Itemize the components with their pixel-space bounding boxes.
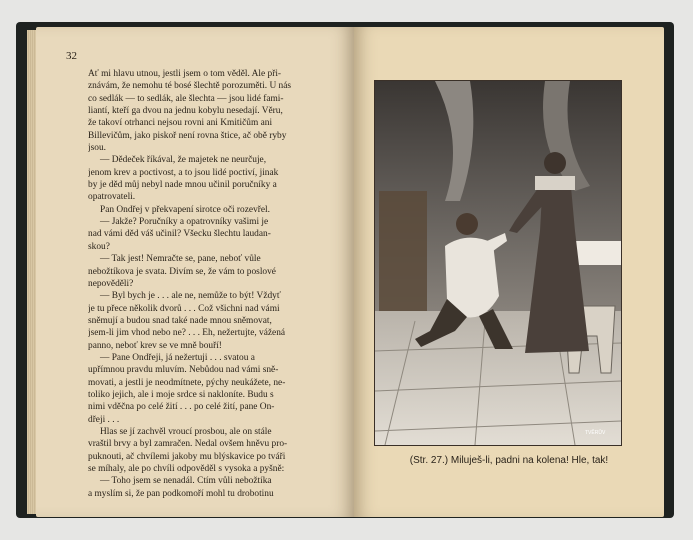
text-line: Ať mi hlavu utnou, jestli jsem o tom věděl. Ale při- (88, 69, 282, 79)
text-line: movati, a jestli je neodmítnete, pýchy neukážete, ne- (88, 377, 286, 388)
text-line: a myslím si, že pan podkomoří mohl tu drobotinu (88, 488, 274, 499)
text-line: by je děd můj nebyl nade mnou učinil poručníky a (88, 180, 277, 191)
text-line: znávám, že nemohu té bosé šlechtě porozuměti. U nás (88, 81, 292, 92)
text-line: — Jakže? Poručníky a opatrovníky vašimi je (100, 217, 269, 228)
text-line: je tu přece několik dvorů . . . Což všichni nad vámi (88, 303, 280, 314)
chair (379, 191, 427, 311)
text-line: že takoví otrhanci nejsou rovni ani Kmitičům ani (88, 118, 273, 129)
text-line: skou? (88, 241, 110, 252)
text-line: — Byl bych je . . . ale ne, nemůže to být! Vždyť (100, 291, 281, 302)
table (575, 241, 621, 265)
text-line: puknouti, ač chvílemi jakoby mu blýskavice po tváři (88, 451, 286, 462)
left-page-text (88, 68, 330, 500)
text-line: nimi vděčna po celé žití . . . po celé žití, pane On- (88, 402, 275, 413)
illustration-caption: (Str. 27.) Miluješ-li, padni na kolena! Hle, tak! (409, 455, 609, 466)
text-line: nad vámi děd váš učinil? Všecku šlechtu laudan- (88, 229, 271, 240)
text-line: Billevičům, jako piskoř není rovna štice, ač obě ryby (88, 130, 287, 141)
text-line: nebožtíkova je svata. Divím se, že vám to poslové (88, 266, 276, 277)
illustration (374, 80, 622, 446)
text-line: dřeji . . . (88, 414, 120, 425)
text-line: panno, neboť krev se ve mně bouří! (88, 340, 222, 351)
text-line: Hlas se jí zachvěl vroucí prosbou, ale on stále (100, 426, 272, 437)
text-line: — Tak jest! Nemračte se, pane, neboť vůle (100, 254, 261, 265)
text-line: upřímnou pravdu mluvím. Nebůdou nad vámi sně- (88, 365, 279, 376)
text-line: jsou. (88, 143, 106, 154)
text-line: toliko jejich, ale i moje srdce si nakloníte. Budu s (88, 389, 274, 400)
text-line: opatrovateli. (88, 192, 136, 203)
text-line: Pan Ondřej v překvapení sirotce oči rozevřel. (100, 204, 270, 215)
text-line: liantí, kteří ga dvou na jednu kobylu nesedají. Věru, (88, 106, 283, 117)
text-line: — Toho jsem se nenadál. Ctím vůli nebožtíka (100, 476, 272, 487)
text-line: jenom krev a poctivost, a to jsou lidé poctiví, jinak (88, 167, 279, 178)
page-number: 32 (66, 50, 77, 62)
text-line: jsem-li jim vhod nebo ne? . . . Eh, nežertujte, vážená (88, 328, 286, 339)
text-line: co sedlák — to sedlák, ale šlechta — jsou lidé fami- (88, 93, 284, 104)
text-line: sněmují a budou snad také nade mnou sněmovat, (88, 315, 272, 326)
text-line: vraštil brvy a byl zamračen. Nedal ovšem hněvu pro- (88, 439, 288, 450)
text-line: — Pane Ondřeji, já nežertuji . . . svatou a (100, 352, 255, 363)
text-line: nepověděli? (88, 278, 134, 289)
artist-signature: TVĚRŮV (585, 430, 606, 436)
text-line: se míhaly, ale po chvíli odpověděl s vysoka a pyšně: (88, 464, 285, 474)
text-line: — Dědeček říkával, že majetek ne neurčuje, (100, 155, 267, 166)
